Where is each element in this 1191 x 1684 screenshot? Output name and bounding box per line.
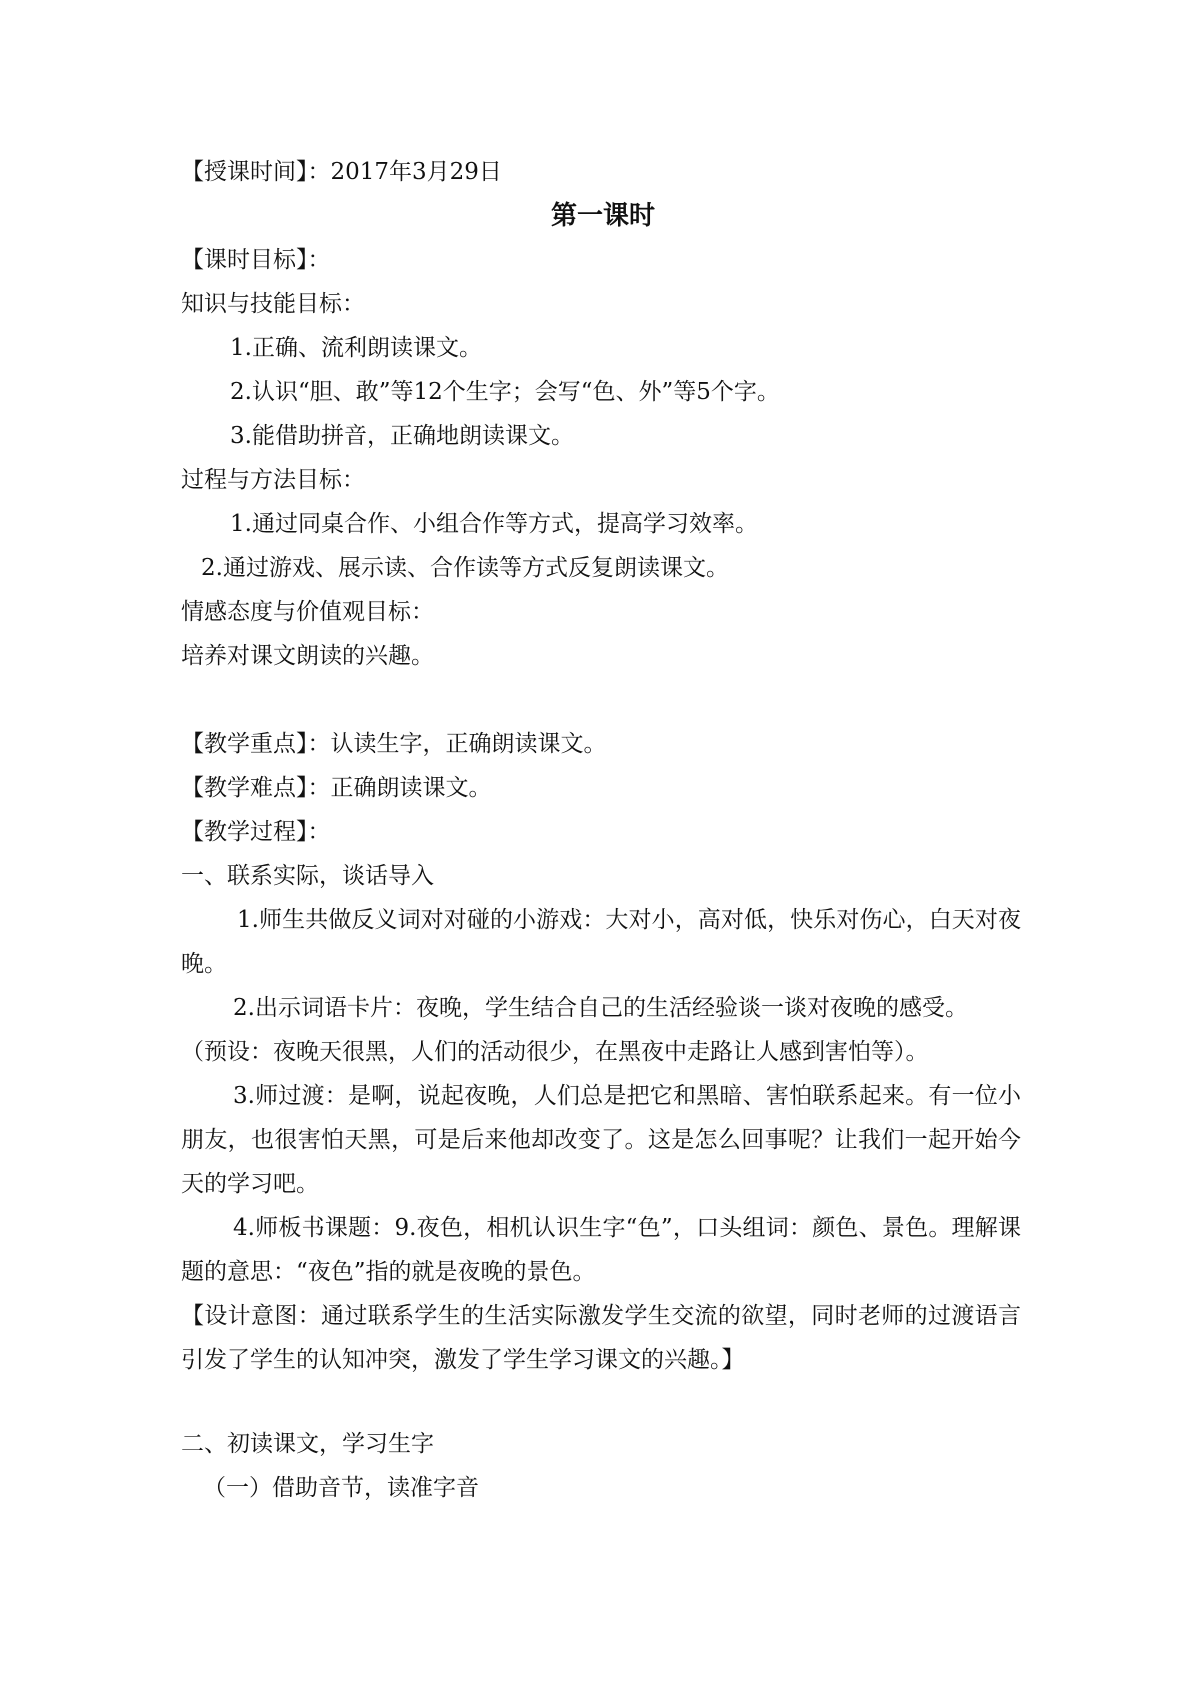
process-heading: 过程与方法目标： [181, 467, 365, 493]
lesson-title: 第一课时 [550, 201, 655, 231]
knowledge-item: 1.正确、流利朗读课文。 [230, 335, 482, 361]
blank-line [181, 678, 1021, 722]
step-2: 2.出示词语卡片：夜晚，学生结合自己的生活经验谈一谈对夜晚的感受。 [233, 995, 968, 1021]
emotion-text: 培养对课文朗读的兴趣。 [181, 643, 434, 669]
blank-line [181, 1382, 1021, 1422]
step-2-note: （预设：夜晚天很黑，人们的活动很少，在黑夜中走路让人感到害怕等）。 [181, 1039, 929, 1065]
objectives-heading: 【课时目标】： [181, 247, 331, 273]
section-2-heading: 二、初读课文，学习生字 [181, 1431, 434, 1457]
design-intent: 【设计意图：通过联系学生的生活实际激发学生交流的欲望，同时老师的过渡语言引发了学生的认知冲突，激发了学生学习课文的兴趣。】 [181, 1303, 1021, 1373]
document-page [181, 150, 1021, 1510]
process-item: 2.通过游戏、展示读、合作读等方式反复朗读课文。 [201, 555, 729, 581]
step-3: 3.师过渡：是啊，说起夜晚，人们总是把它和黑暗、害怕联系起来。有一位小朋友，也很害怕天黑，可是后来他却改变了。这是怎么回事呢？让我们一起开始今天的学习吧。 [181, 1083, 1021, 1197]
knowledge-item: 2.认识“胆、敢”等12个生字；会写“色、外”等5个字。 [230, 379, 780, 405]
section-1-heading: 一、联系实际，谈话导入 [181, 863, 434, 889]
difficult-point: 【教学难点】：正确朗读课文。 [181, 775, 492, 801]
teaching-process-heading: 【教学过程】： [181, 819, 331, 845]
subsection-1-heading: （一）借助音节，读准字音 [203, 1475, 479, 1501]
process-item: 1.通过同桌合作、小组合作等方式，提高学习效率。 [230, 511, 758, 537]
step-1: 1.师生共做反义词对对碰的小游戏：大对小，高对低，快乐对伤心，白天对夜晚。 [181, 907, 1021, 977]
teach-time: 【授课时间】：2017年3月29日 [181, 159, 502, 185]
knowledge-item: 3.能借助拼音，正确地朗读课文。 [230, 423, 574, 449]
key-point: 【教学重点】：认读生字，正确朗读课文。 [181, 731, 607, 757]
emotion-heading: 情感态度与价值观目标： [181, 599, 434, 625]
step-4: 4.师板书课题：9.夜色，相机认识生字“色”，口头组词：颜色、景色。理解课题的意思：“夜色”指的就是夜晚的景色。 [181, 1215, 1021, 1285]
knowledge-heading: 知识与技能目标： [181, 291, 365, 317]
